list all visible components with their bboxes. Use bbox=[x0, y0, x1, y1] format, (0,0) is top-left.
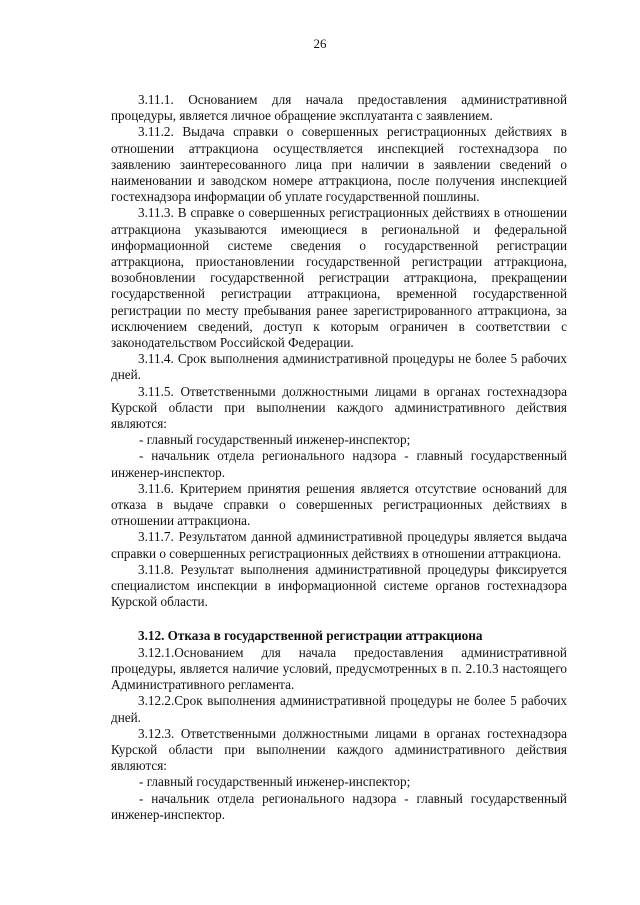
document-body bbox=[111, 92, 567, 823]
list-item-department-head: - начальник отдела регионального надзора - главный государственный инженер-инспектор. bbox=[111, 448, 567, 480]
paragraph-3-11-3: 3.11.3. В справке о совершенных регистрационных действиях в отношении аттракциона указываются имеющиеся в региональной и федеральной информационной системе сведения о государственной регистрации аттракциона, приостановлении государственной регистрации аттракциона, возобновлении государственной регистрации аттракциона, прекращении государственной регистрации аттракциона, временной государственной регистрации по месту пребывания ранее зарегистрированного аттракциона, за исключением сведений, доступ к которым ограничен в соответствии с законодательством Российской Федерации. bbox=[111, 205, 567, 351]
paragraph-3-11-6: 3.11.6. Критерием принятия решения является отсутствие оснований для отказа в выдаче справки о совершенных регистрационных действиях в отношении аттракциона. bbox=[111, 480, 567, 529]
paragraph-3-11-5: 3.11.5. Ответственными должностными лицами в органах гостехнадзора Курской области при выполнении каждого административного действия являются: bbox=[111, 383, 567, 432]
list-item-chief-inspector: - главный государственный инженер-инспектор; bbox=[139, 432, 411, 448]
paragraph-3-12-2: 3.12.2.Срок выполнения административной процедуры не более 5 рабочих дней. bbox=[111, 693, 567, 725]
list-item-chief-inspector-2: - главный государственный инженер-инспектор; bbox=[139, 774, 411, 790]
paragraph-3-11-8: 3.11.8. Результат выполнения административной процедуры фиксируется специалистом инспекции в информационной системе органов гостехнадзора Курской области. bbox=[111, 561, 567, 610]
paragraph-3-12-3: 3.12.3. Ответственными должностными лицами в органах гостехнадзора Курской области при выполнении каждого административного действия являются: bbox=[111, 725, 567, 774]
section-heading-3-12: 3.12. Отказа в государственной регистрации аттракциона bbox=[138, 627, 483, 643]
paragraph-3-11-1: 3.11.1. Основанием для начала предоставления административной процедуры, является личное обращение эксплуатанта с заявлением. bbox=[111, 92, 567, 124]
paragraph-3-11-2: 3.11.2. Выдача справки о совершенных регистрационных действиях в отношении аттракциона осуществляется инспекцией гостехнадзора по заявлению заинтересованного лица при наличии в заявлении сведений о наименовании и заводском номере аттракциона, после получения инспекцией гостехнадзора информации об уплате государственной пошлины. bbox=[111, 124, 567, 205]
page-number: 26 bbox=[313, 36, 327, 51]
paragraph-3-11-7: 3.11.7. Результатом данной административной процедуры является выдача справки о совершенных регистрационных действиях в отношении аттракциона. bbox=[111, 529, 567, 561]
list-item-department-head-2: - начальник отдела регионального надзора - главный государственный инженер-инспектор. bbox=[111, 790, 567, 822]
paragraph-3-12-1: 3.12.1.Основанием для начала предоставления административной процедуры, является наличие условий, предусмотренных в п. 2.10.3 настоящего Административного регламента. bbox=[111, 644, 567, 693]
paragraph-3-11-4: 3.11.4. Срок выполнения административной процедуры не более 5 рабочих дней. bbox=[111, 351, 567, 383]
